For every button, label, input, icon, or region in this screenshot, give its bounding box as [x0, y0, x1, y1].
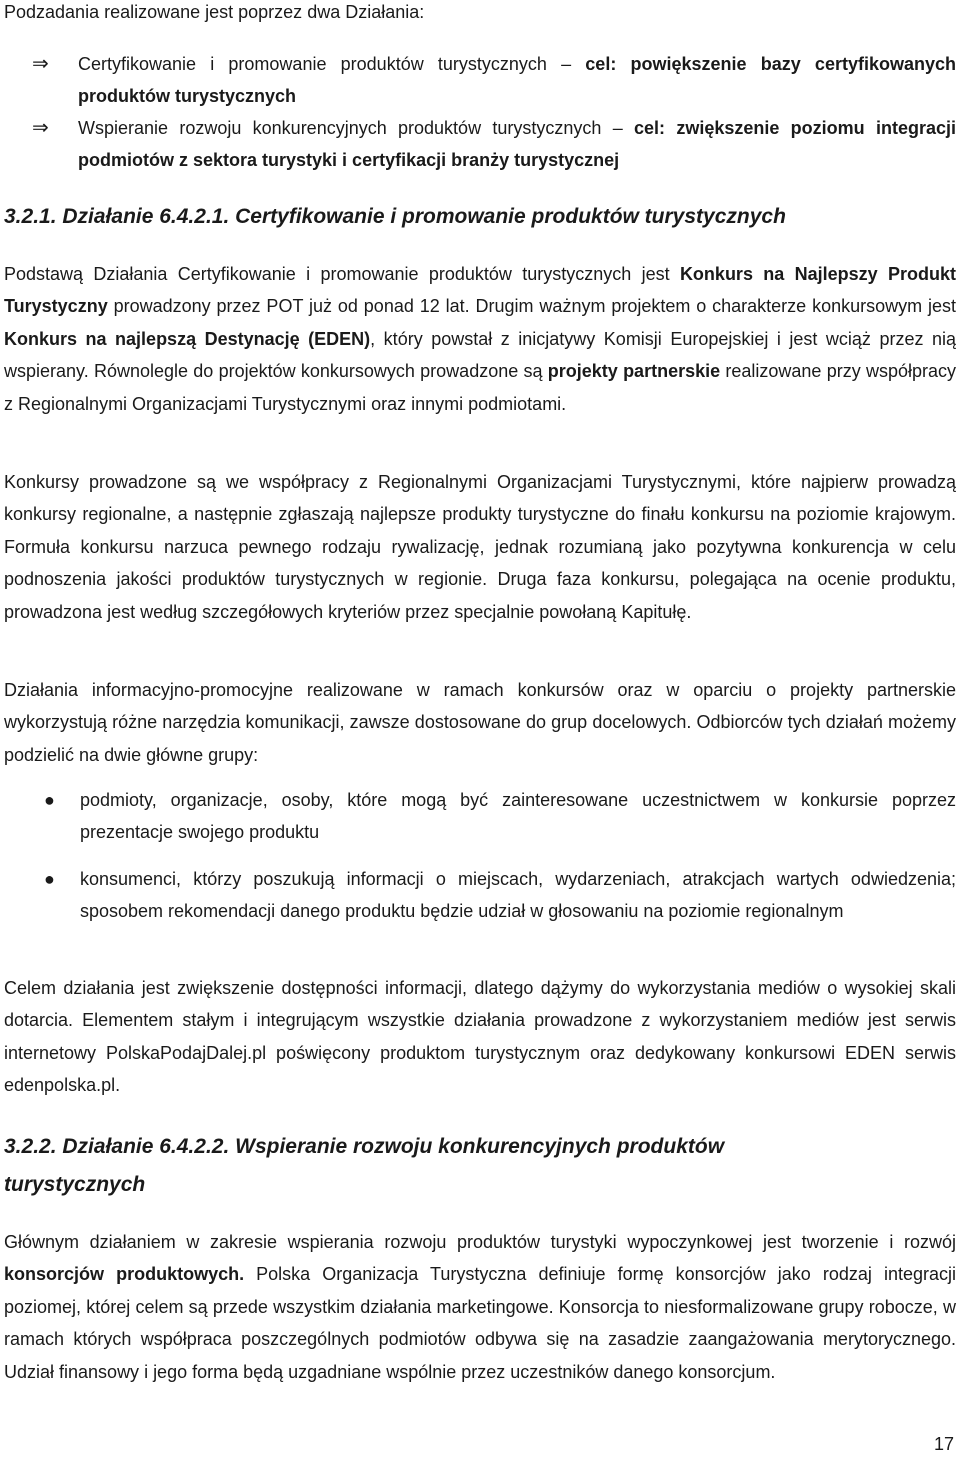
list-item: [44, 863, 956, 928]
arrow-right-icon: ⇒: [32, 117, 49, 139]
paragraph-text: Polska Organizacja Turystyczna definiuje formę konsorcjów jako rodzaj integracji poziomej, której celem są przede wszystkim działania marketingowe. Konsorcja to niesformalizowane grupy robocze, w ramach których współpraca poszczególnych podmiotów odbywa się na zasadzie zaangażowania merytorycznego. Udział finansowy i jego forma będą uzgadniane wspólnie przez uczestników danego konsorcjum.: [4, 1264, 956, 1382]
bullet-list: [44, 784, 956, 928]
bullet-icon: ●: [44, 790, 55, 810]
paragraph-text: realizowane przy współpracy z Regionalnymi Organizacjami Turystycznymi oraz innymi podmiotami.: [4, 361, 957, 414]
bullet-icon: ●: [44, 868, 55, 889]
paragraph-text: Głównym działaniem w zakresie wspierania rozwoju produktów turystyki wypoczynkowej jest tworzenie i rozwój: [4, 1232, 956, 1252]
page-number: 17: [933, 1434, 954, 1454]
paragraph-text: prowadzony przez POT już od ponad 12 lat. Drugim ważnym projektem o charakterze konkursowym jest: [107, 296, 956, 317]
list-item: [44, 784, 956, 849]
paragraph-text: Podstawą Działania Certyfikowanie i promowanie produktów turystycznych jest: [4, 264, 680, 284]
arrow-item: [32, 48, 956, 112]
paragraph-dzialania: Działania informacyjno-promocyjne realizowane w ramach konkursów oraz w oparciu o projekty partnerskie wykorzystują różne narzędzia komunikacji, zawsze dostosowane do grup docelowych. Odbiorców tych działań możemy podzielić na dwie główne grupy:: [4, 680, 956, 765]
paragraph-konkursy: Konkursy prowadzone są we współpracy z Regionalnymi Organizacjami Turystycznymi, które najpierw prowadzą konkursy regionalne, a następnie zgłaszają najlepsze produkty turystyczne do finału konkursu na poziomie krajowym. Formuła konkursu narzuca pewnego rodzaju rywalizację, jednak rozumianą jako pozytywna konkurencja w celu podnoszenia jakości produktów turystycznych w regionie. Druga faza konkursu, polegająca na ocenie produktu, prowadzona jest według szczegółowych kryteriów przez specjalnie powołaną Kapitułę.: [4, 472, 956, 622]
paragraph-bold: konsorcjów produktowych.: [4, 1264, 245, 1285]
paragraph-bold: Konkurs na Najlepszy Produkt Turystyczny: [4, 264, 956, 317]
intro-text: Podzadania realizowane jest poprzez dwa Działania:: [4, 2, 425, 22]
arrow-right-icon: ⇒: [32, 53, 49, 75]
arrow-list: [32, 48, 956, 176]
arrow-item-text: Certyfikowanie i promowanie produktów turystycznych –: [78, 54, 586, 74]
paragraph-text: , który powstał z inicjatywy Komisji Europejskiej i jest wciąż przez nią wspierany. Równolegle do projektów konkursowych prowadzone są: [4, 328, 957, 382]
paragraph-cel: Celem działania jest zwiększenie dostępności informacji, dlatego dążymy do wykorzystania mediów o wysokiej skali dotarcia. Elementem stałym i integrującym wszystkie działania prowadzone z wykorzystaniem mediów jest serwis internetowy PolskaPodajDalej.pl poświęcony produktom turystycznym oraz dedykowany konkursowi EDEN serwis edenpolska.pl.: [4, 978, 956, 1096]
section-heading-3-2-2-line1: 3.2.2. Działanie 6.4.2.2. Wspieranie rozwoju konkurencyjnych produktów: [4, 1135, 725, 1158]
arrow-item-goal: cel: zwiększenie poziomu integracji podmiotów z sektora turystyki i certyfikacji branży turystycznej: [78, 118, 956, 170]
paragraph-konsorcja: [4, 1226, 956, 1388]
list-item-text: podmioty, organizacje, osoby, które mogą być zainteresowane uczestnictwem w konkursie poprzez prezentacje swojego produktu: [80, 790, 956, 843]
paragraph-bold: projekty partnerskie: [547, 361, 721, 382]
arrow-item-goal: cel: powiększenie bazy certyfikowanych produktów turystycznych: [78, 54, 956, 106]
list-item-text: konsumenci, którzy poszukują informacji o miejscach, wydarzeniach, atrakcjach wartych odwiedzenia; sposobem rekomendacji danego produktu będzie udział w głosowaniu na poziomie regionalnym: [80, 868, 956, 922]
section-heading-3-2-1: 3.2.1. Działanie 6.4.2.1. Certyfikowanie i promowanie produktów turystycznych: [4, 205, 786, 228]
paragraph-bold: Konkurs na najlepszą Destynację (EDEN): [4, 328, 371, 349]
section-heading-3-2-2-line2: turystycznych: [4, 1173, 146, 1196]
paragraph-konkurs: [4, 258, 956, 420]
arrow-item: [32, 112, 956, 176]
arrow-item-text: Wspieranie rozwoju konkurencyjnych produktów turystycznych –: [78, 118, 635, 138]
